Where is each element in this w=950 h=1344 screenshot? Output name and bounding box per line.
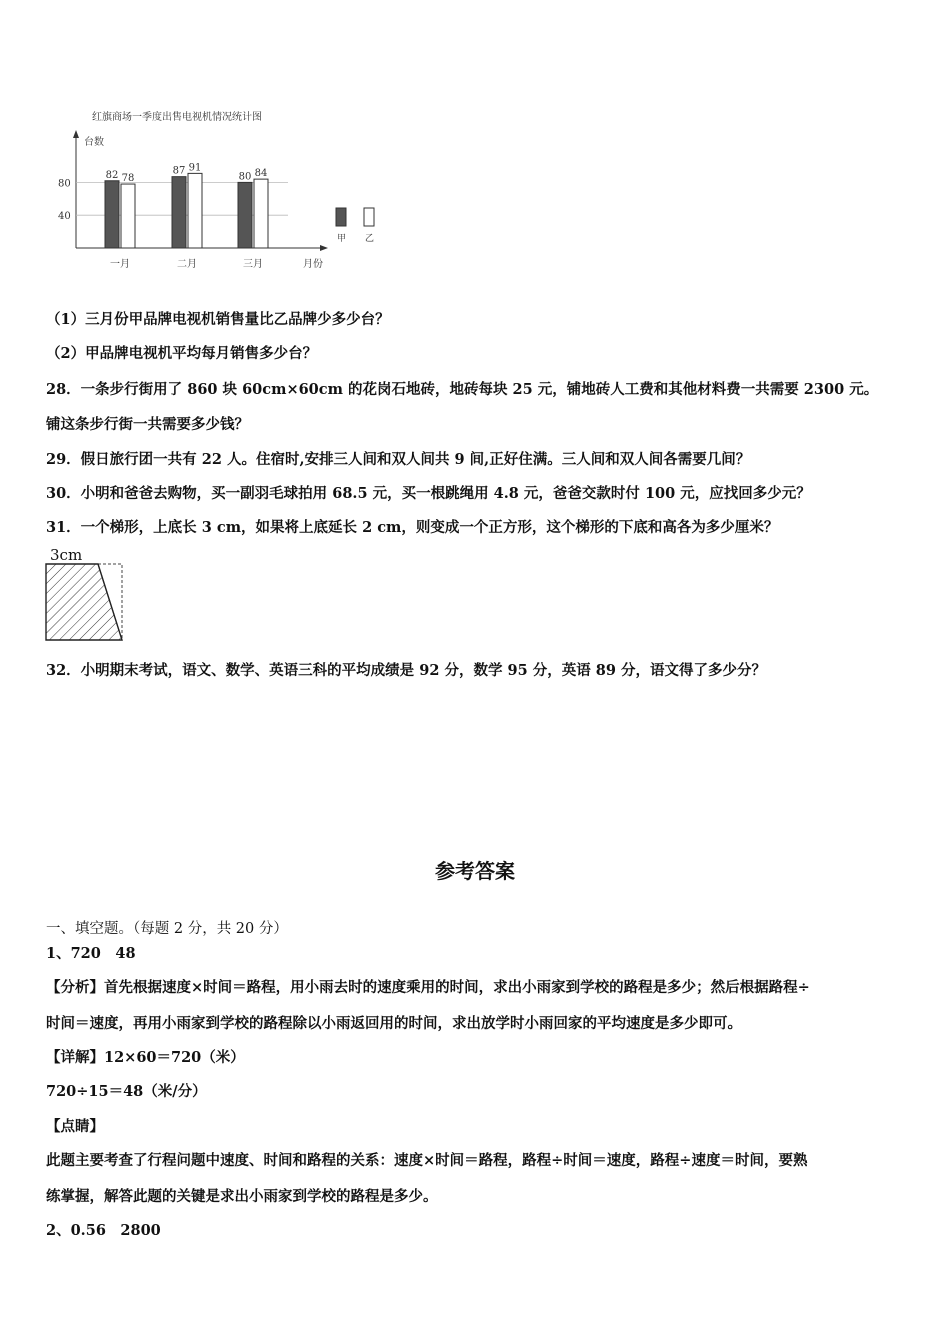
x-tick-label-一月: 一月 — [110, 259, 130, 270]
data-label-三月-乙: 84 — [254, 168, 268, 180]
y-axis-arrow — [73, 130, 79, 138]
legend-swatch-jia — [336, 208, 346, 226]
question-29: 29．假日旅行团一共有 22 人。住宿时,安排三人间和双人间共 9 间,正好住满。三人间和双人间各需要几间？ — [46, 451, 751, 468]
bar-二月-甲 — [172, 177, 186, 248]
y-axis-label: 台数 — [84, 137, 104, 148]
trapezoid-figure — [44, 546, 128, 644]
answer-1-tip-line-2: 练掌握，解答此题的关键是求出小雨家到学校的路程是多少。 — [46, 1188, 438, 1205]
bar-一月-乙 — [121, 184, 135, 248]
data-label-二月-甲: 87 — [172, 165, 186, 177]
x-axis-arrow — [320, 245, 328, 251]
answer-1-detail-2: 720÷15＝48（米/分） — [46, 1083, 207, 1100]
question-27-part-2: （2）甲品牌电视机平均每月销售多少台？ — [46, 345, 318, 362]
question-30: 30．小明和爸爸去购物，买一副羽毛球拍用 68.5 元，买一根跳绳用 4.8 元，爸爸交款时付 100 元，应找回多少元？ — [46, 485, 811, 502]
legend-swatch-yi — [364, 208, 374, 226]
answer-1-detail-1: 【详解】12×60＝720（米） — [46, 1049, 245, 1066]
data-label-一月-甲: 82 — [105, 169, 119, 181]
bar-三月-甲 — [238, 182, 252, 248]
question-31: 31．一个梯形，上底长 3 cm，如果将上底延长 2 cm，则变成一个正方形，这个梯形的下底和高各为多少厘米？ — [46, 519, 779, 536]
question-32: 32．小明期末考试，语文、数学、英语三科的平均成绩是 92 分，数学 95 分，英语 89 分，语文得了多少分？ — [46, 662, 766, 679]
answers-heading: 参考答案 — [435, 859, 515, 883]
data-label-二月-乙: 91 — [188, 162, 202, 174]
answer-1-tip-line-1: 此题主要考查了行程问题中速度、时间和路程的关系：速度×时间＝路程，路程÷时间＝速度，路程÷速度＝时间，要熟 — [46, 1152, 808, 1169]
data-label-一月-乙: 78 — [121, 173, 135, 185]
answer-2: 2、0.56 2800 — [46, 1222, 161, 1239]
bar-三月-乙 — [254, 179, 268, 248]
question-27-part-1: （1）三月份甲品牌电视机销售量比乙品牌少多少台？ — [46, 311, 390, 328]
data-label-三月-甲: 80 — [238, 171, 252, 183]
bars-group — [58, 162, 288, 270]
question-28-line-1: 28．一条步行街用了 860 块 60cm×60cm 的花岗石地砖，地砖每块 25 元，铺地砖人工费和其他材料费一共需要 2300 元。 — [46, 381, 879, 398]
y-tick-label-40: 40 — [58, 211, 71, 223]
x-tick-label-二月: 二月 — [177, 259, 197, 270]
answer-1-tip-heading: 【点睛】 — [46, 1118, 104, 1135]
question-28-line-2: 铺这条步行街一共需要多少钱？ — [46, 416, 249, 433]
bar-二月-乙 — [188, 173, 202, 248]
answer-1-analysis-line-2: 时间＝速度，再用小雨家到学校的路程除以小雨返回用的时间，求出放学时小雨回家的平均速度是多少即可。 — [46, 1015, 742, 1032]
y-tick-label-80: 80 — [58, 178, 71, 190]
x-tick-label-三月: 三月 — [243, 259, 263, 270]
tv-sales-bar-chart — [40, 100, 400, 280]
answer-1-analysis-line-1: 【分析】首先根据速度×时间＝路程，用小雨去时的速度乘用的时间，求出小雨家到学校的路程是多少；然后根据路程÷ — [46, 979, 810, 996]
trapezoid-top-label: 3cm — [50, 546, 83, 564]
x-axis-label: 月份 — [303, 259, 323, 270]
answer-1: 1、720 48 — [46, 945, 136, 962]
chart-title: 红旗商场一季度出售电视机情况统计图 — [92, 112, 262, 123]
legend-label-jia: 甲 — [337, 234, 347, 244]
answers-section-1: 一、填空题。（每题 2 分，共 20 分） — [46, 921, 288, 937]
legend-label-yi: 乙 — [365, 234, 375, 244]
bar-一月-甲 — [105, 181, 119, 248]
